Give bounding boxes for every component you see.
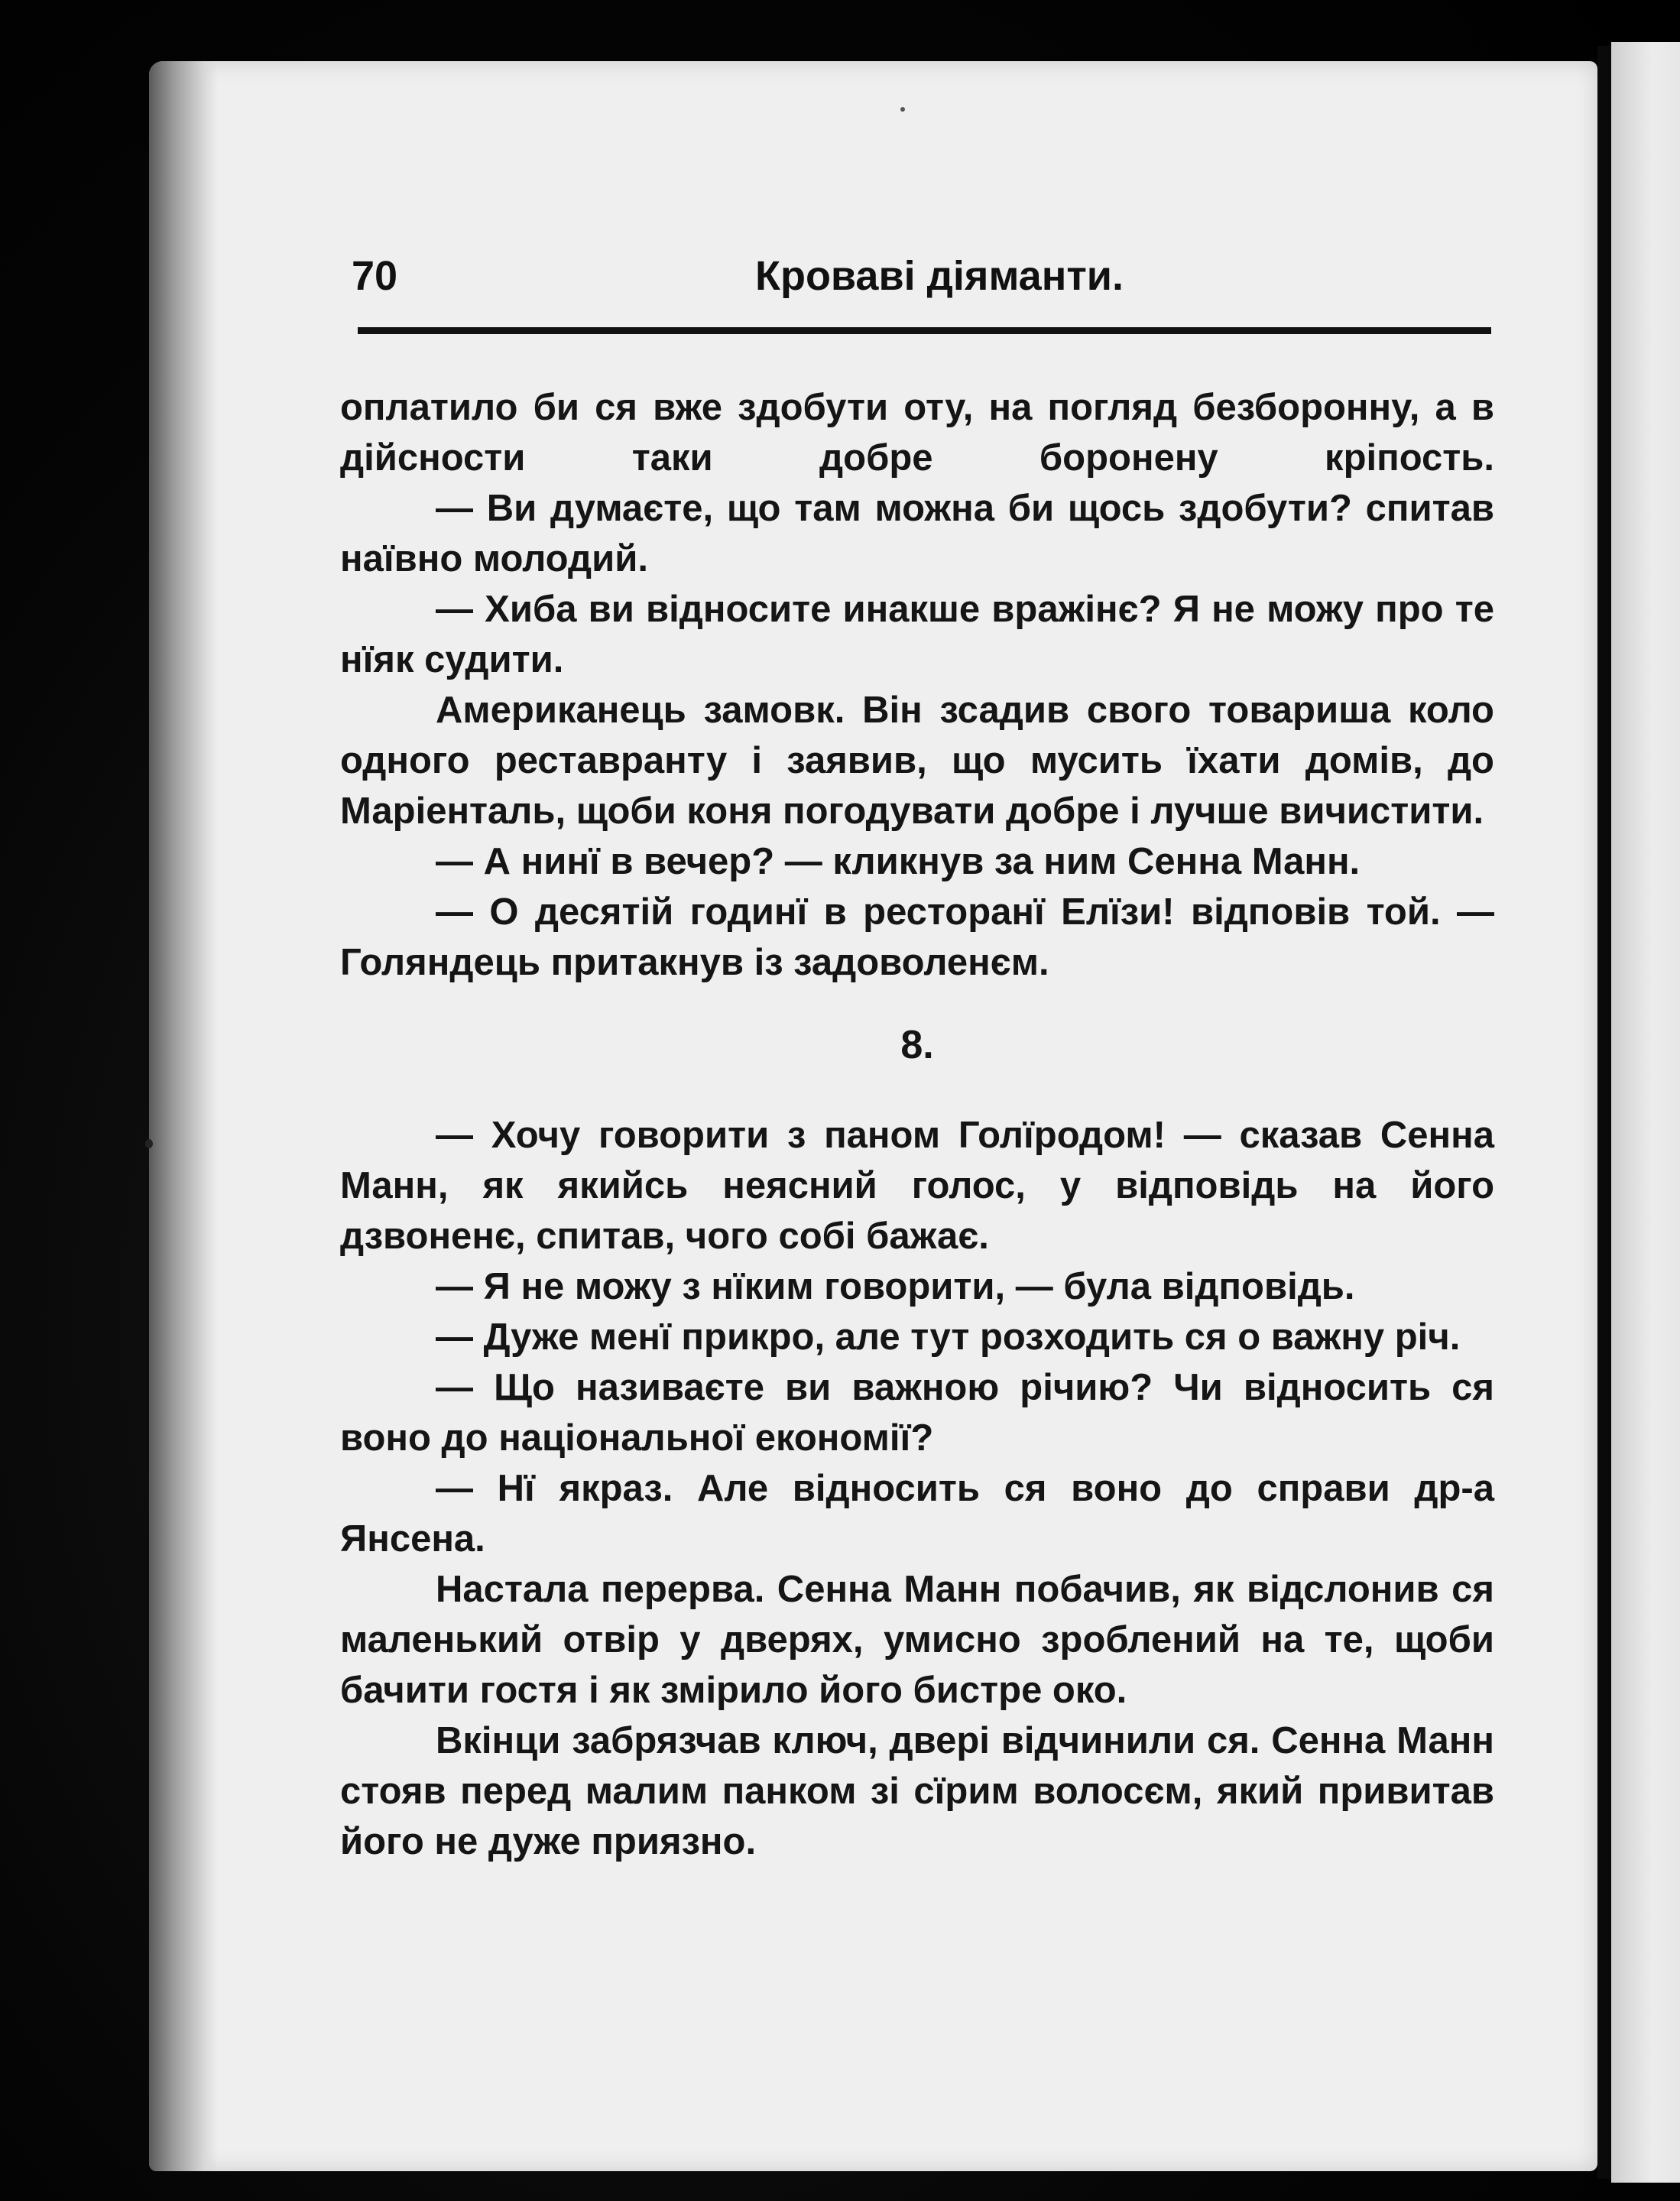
body-text (340, 382, 1494, 1867)
running-title: Кроваві діяманти. (755, 253, 1124, 299)
paragraph: оплатило би ся вже здобути оту, на погляд безборонну, а в дійсности таки добре боронену кріпость. (340, 387, 1494, 479)
paragraph: — Хочу говорити з паном Голїродом! — сказав Сенна Манн, як якийсь неясний голос, у відповідь на його дзвоненє, спитав, чого собі бажає. (340, 1115, 1494, 1257)
dust-speck (145, 1139, 153, 1148)
paragraph: — Ви думаєте, що там можна би щось здобути? спитав наївно молодий. (340, 488, 1494, 579)
facing-page-edge (1611, 42, 1680, 2183)
paragraph: Американець замовк. Він зсадив свого товариша коло одного реставранту і заявив, що мусить їхати домів, до Маріенталь, щоби коня погодувати добре і лучше вичистити. (340, 690, 1494, 832)
paragraph: — Що називаєте ви важною річию? Чи відносить ся воно до національної економії? (340, 1367, 1494, 1459)
paragraph: — Я не можу з нїким говорити, — була відповідь. (436, 1266, 1355, 1307)
paragraph: Вкінци забрязчав ключ, двері відчинили ся. Сенна Манн стояв перед малим панком зі сїрим волосєм, який привитав його не дуже приязно. (340, 1720, 1494, 1862)
page-number: 70 (352, 253, 398, 299)
section-number: 8. (900, 1023, 934, 1067)
page-gutter-shadow (149, 61, 218, 2171)
dust-speck (900, 107, 905, 112)
header-rule (358, 327, 1491, 334)
paragraph: — Хиба ви відносите инакше вражінє? Я не можу про те нїяк судити. (340, 589, 1494, 680)
book-spine-edge (1597, 46, 1611, 2179)
running-header (352, 252, 1490, 321)
paragraph: — Нї якраз. Але відносить ся воно до справи др-а Янсена. (340, 1468, 1494, 1560)
paragraph: Настала перерва. Сенна Манн побачив, як відслонив ся маленький отвір у дверях, умисно зроблений на те, щоби бачити гостя і як змірило його бистре око. (340, 1569, 1494, 1711)
paragraph: — О десятій годинї в ресторанї Елїзи! відповів той. — Голяндець притакнув із задоволенєм. (340, 891, 1494, 983)
paragraph: — Дуже менї прикро, але тут розходить ся о важну річ. (436, 1316, 1461, 1358)
paragraph: — А нинї в вечер? — кликнув за ним Сенна Манн. (436, 841, 1361, 882)
